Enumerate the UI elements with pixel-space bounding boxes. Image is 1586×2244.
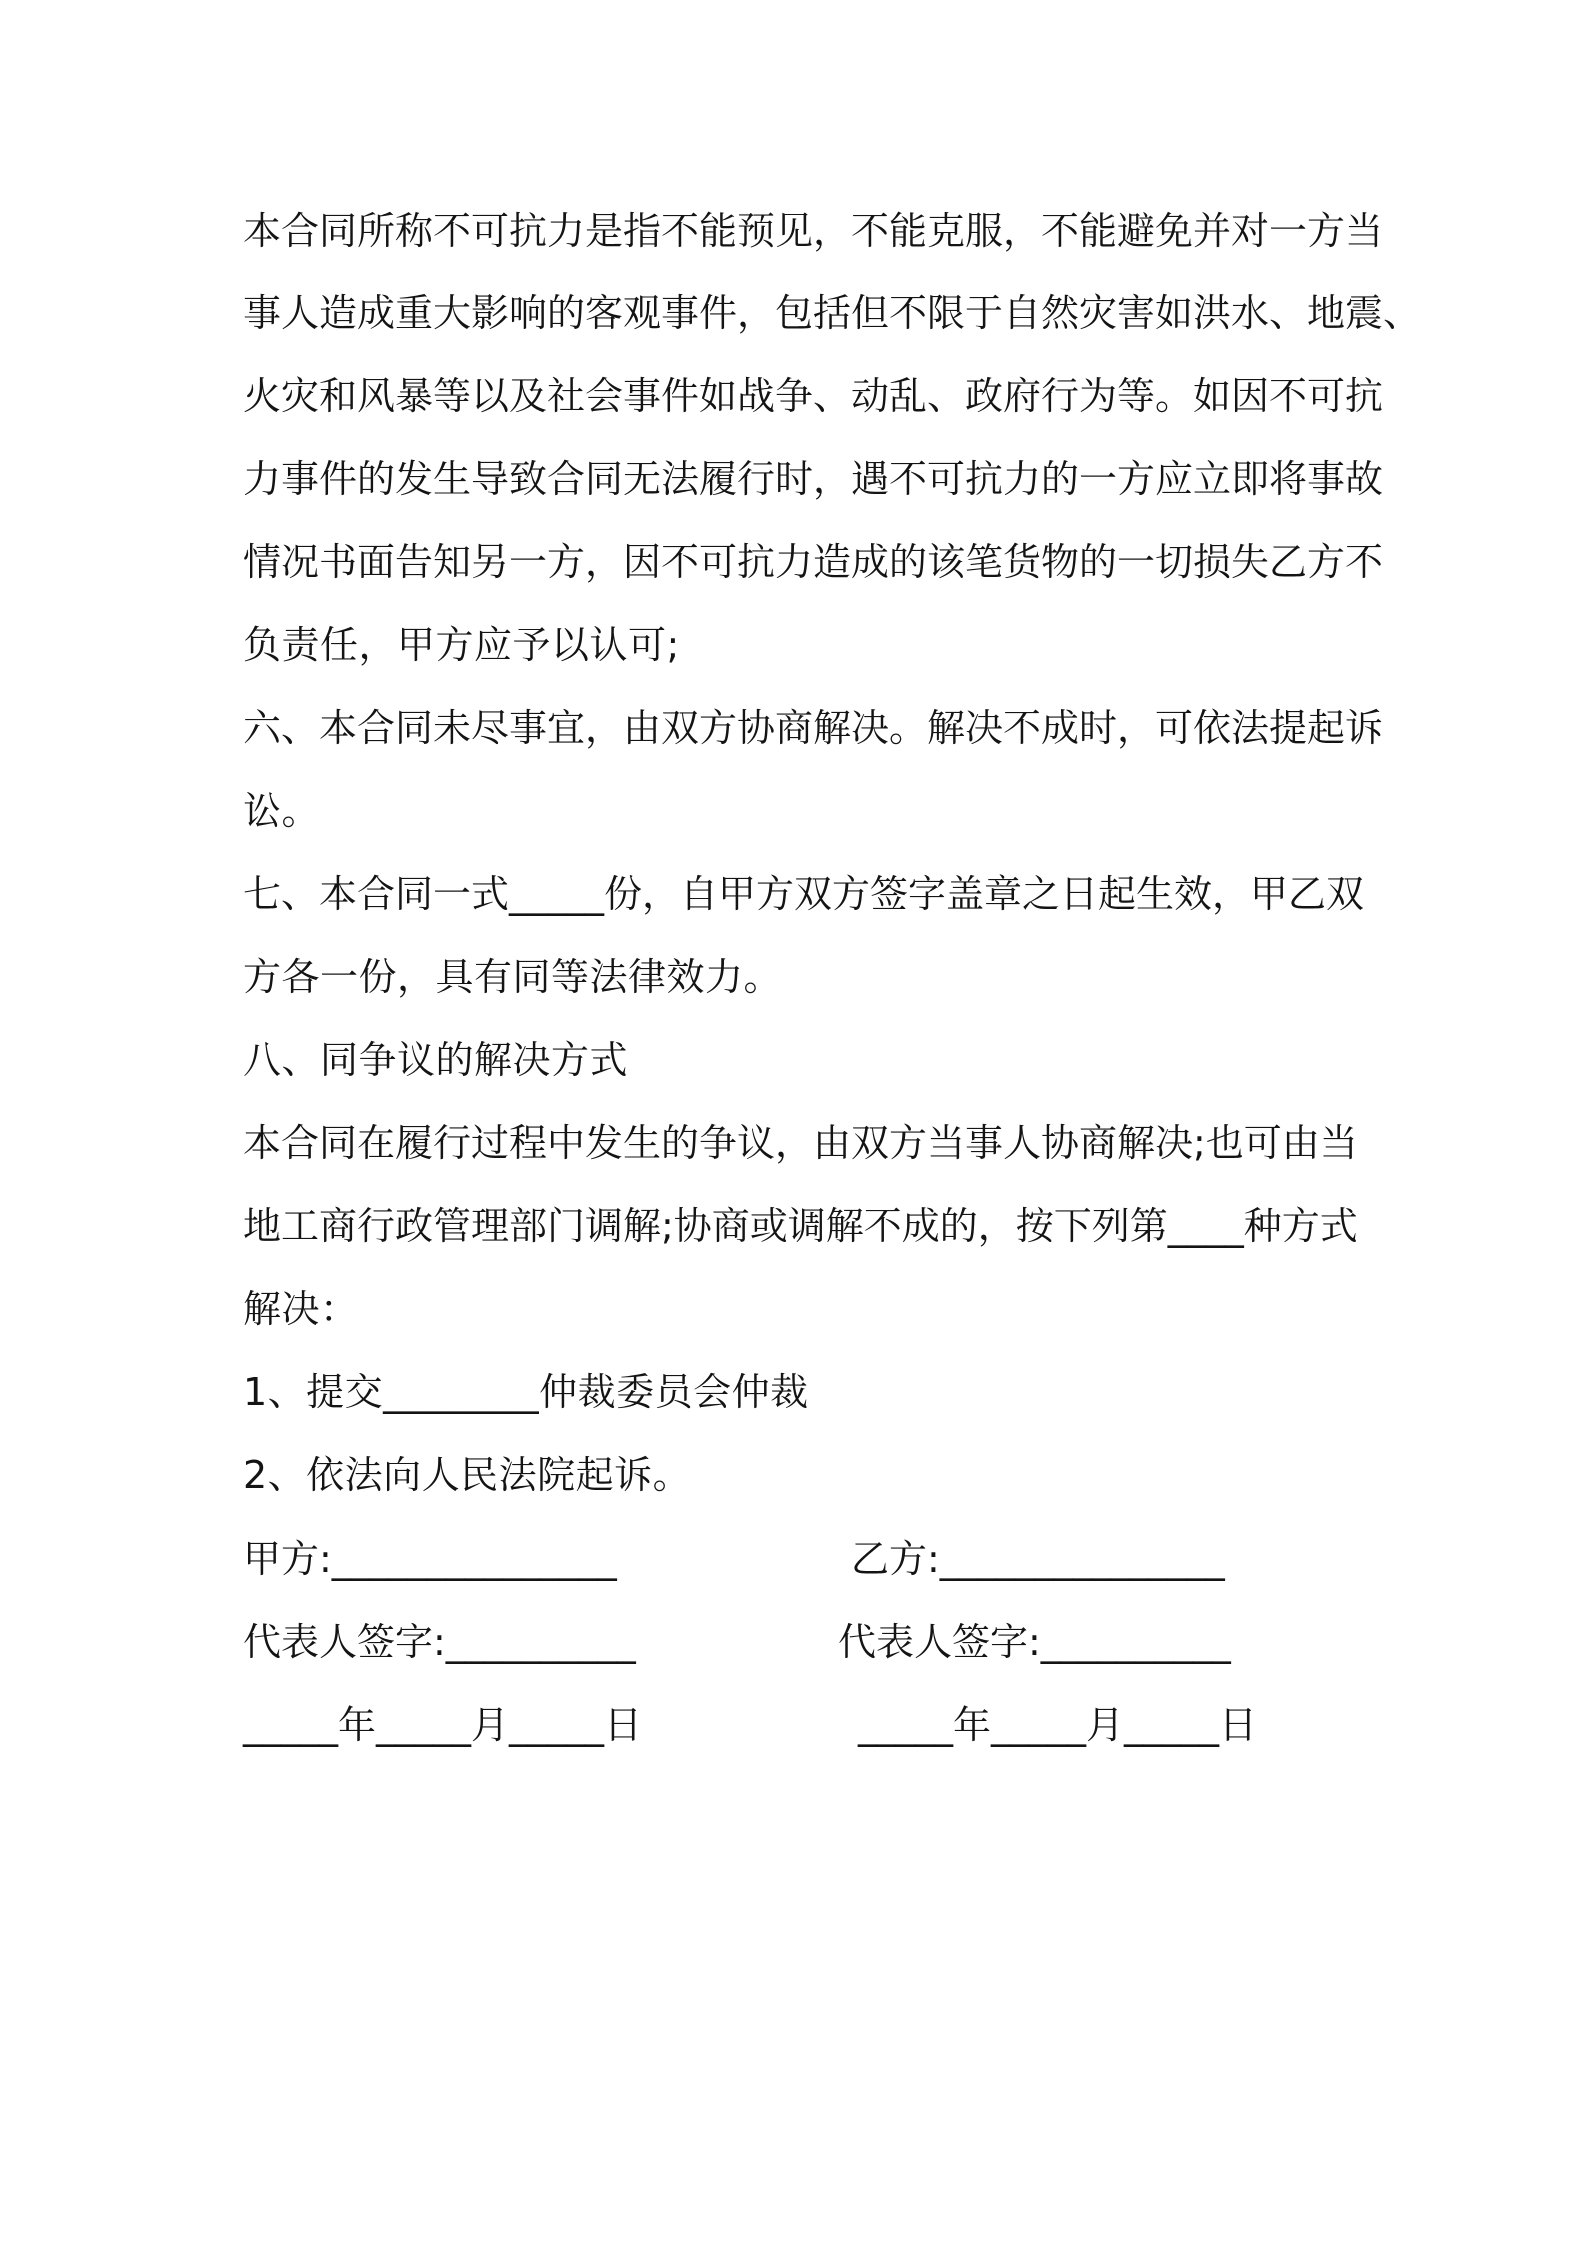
body-line-2: 事人造成重大影响的客观事件，包括但不限于自然灾害如洪水、地震、 [243, 291, 1422, 335]
clause-8-heading: 八、同争议的解决方式 [243, 1038, 629, 1082]
party-b-date-line: _____年_____月_____日 [858, 1703, 1258, 1747]
clause-7-line-2: 方各一份，具有同等法律效力。 [243, 955, 783, 999]
party-a-signature-line: 甲方:_______________ [243, 1537, 617, 1581]
party-b-representative-line: 代表人签字:__________ [838, 1620, 1231, 1664]
party-b-signature-line: 乙方:_______________ [851, 1537, 1225, 1581]
clause-8-line-2: 地工商行政管理部门调解;协商或调解不成的，按下列第____种方式 [243, 1204, 1358, 1248]
body-line-4: 力事件的发生导致合同无法履行时，遇不可抗力的一方应立即将事故 [243, 457, 1384, 501]
option-1: 1、提交________仲裁委员会仲裁 [243, 1370, 809, 1414]
clause-6-line-1: 六、本合同未尽事宜，由双方协商解决。解决不成时，可依法提起诉 [243, 706, 1384, 750]
body-line-6: 负责任，甲方应予以认可; [243, 623, 680, 667]
clause-6-line-2: 讼。 [243, 789, 321, 833]
party-a-date-line: _____年_____月_____日 [243, 1703, 643, 1747]
clause-7-line-1: 七、本合同一式_____份，自甲方双方签字盖章之日起生效，甲乙双 [243, 872, 1365, 916]
body-line-5: 情况书面告知另一方，因不可抗力造成的该笔货物的一切损失乙方不 [243, 540, 1384, 584]
option-2: 2、依法向人民法院起诉。 [243, 1453, 692, 1497]
body-line-1: 本合同所称不可抗力是指不能预见，不能克服，不能避免并对一方当 [243, 209, 1384, 253]
party-a-representative-line: 代表人签字:__________ [243, 1620, 636, 1664]
clause-8-line-1: 本合同在履行过程中发生的争议，由双方当事人协商解决;也可由当 [243, 1121, 1358, 1165]
body-line-3: 火灾和风暴等以及社会事件如战争、动乱、政府行为等。如因不可抗 [243, 374, 1384, 418]
clause-8-line-3: 解决： [243, 1287, 359, 1331]
